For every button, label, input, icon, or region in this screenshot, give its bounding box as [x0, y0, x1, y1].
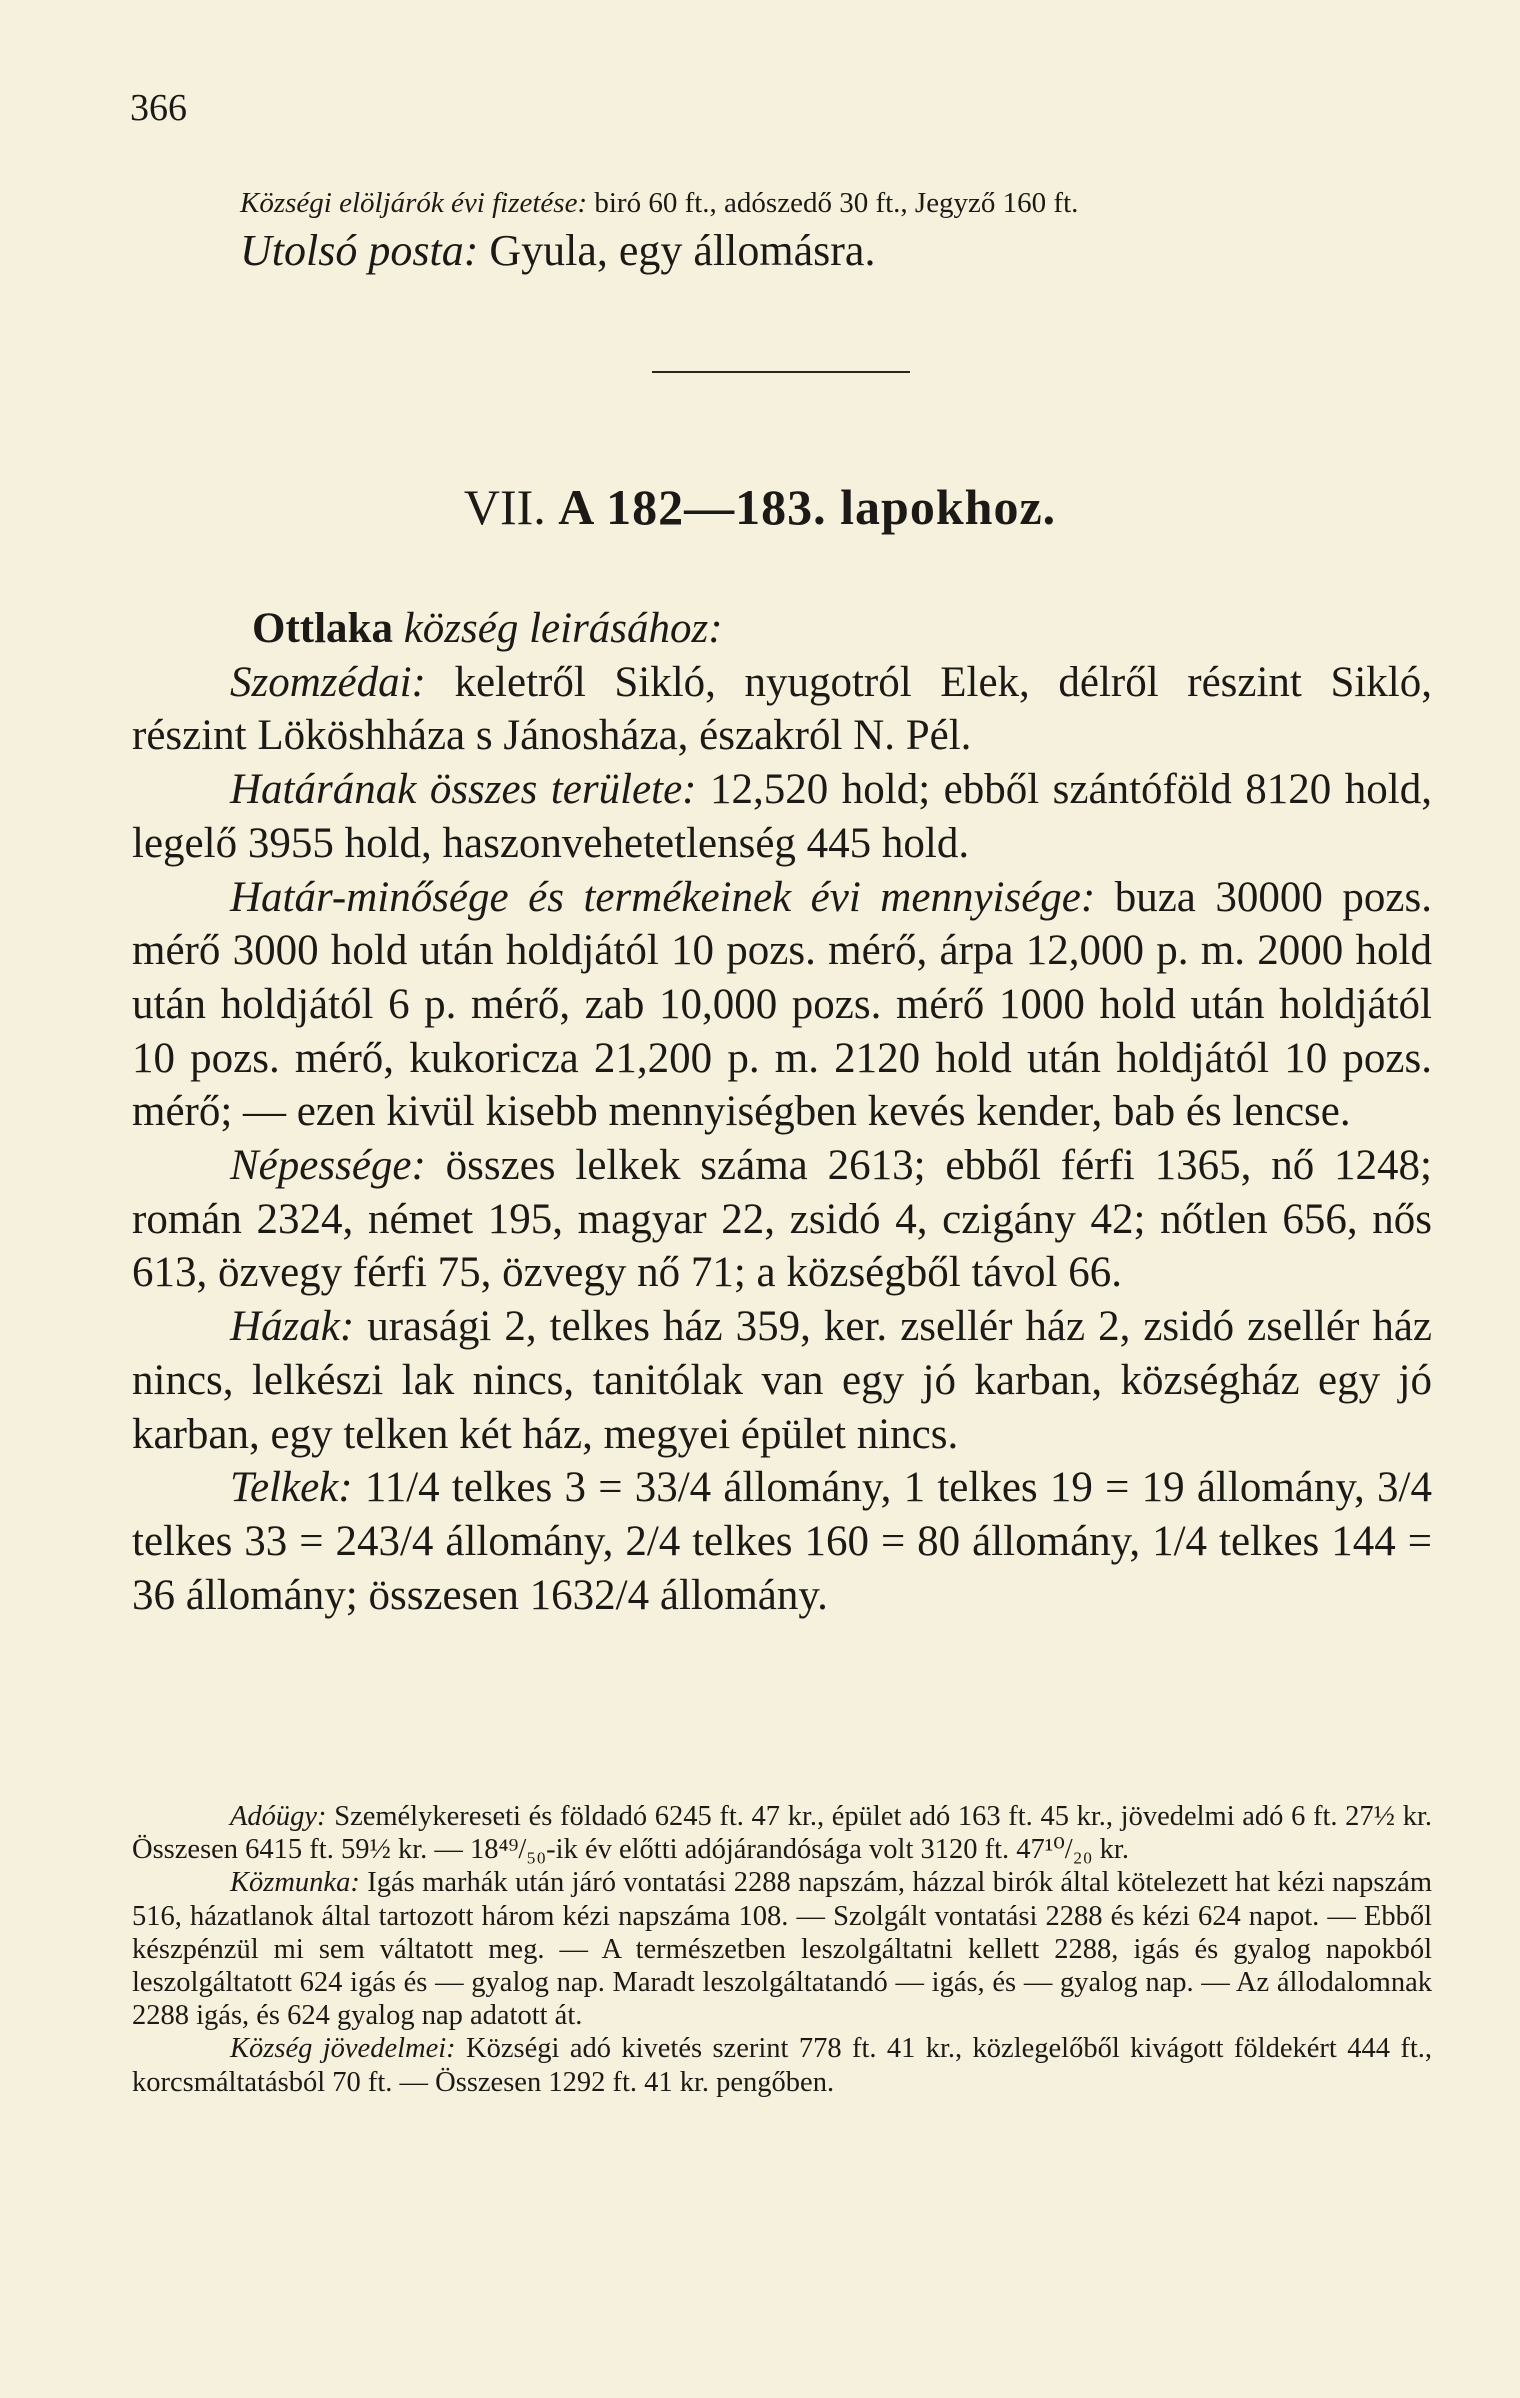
heading-roman: VII.: [463, 479, 546, 535]
plots-part: állomány.: [649, 1571, 828, 1619]
plots-part: telkes 160 = 80 állomány,: [680, 1517, 1153, 1565]
tax-label: Adóügy:: [230, 1801, 327, 1832]
area-text: 12,520 hold; ebből szántóföld 8120 hold, legelő 3955 hold, haszonvehetetlenség 445 hold.: [132, 766, 1432, 867]
neighbors-label: Szomzédai:: [230, 658, 426, 706]
plots-fraction: 3/4: [1377, 1464, 1432, 1512]
plots-fraction: 1/4: [384, 1464, 440, 1512]
area-paragraph: [132, 763, 1432, 870]
plots-fraction: 1/4: [1152, 1517, 1208, 1565]
section-heading: [0, 478, 1520, 536]
plots-part: 1: [352, 1464, 385, 1512]
quality-paragraph: [132, 871, 1432, 1140]
houses-text: urasági 2, telkes ház 359, ker. zsellér ház 2, zsidó zsellér ház nincs, lelkészi lak nincs, tanitólak van egy jó karban, községház egy jó karban, egy telken két ház, megyei épület nincs.: [132, 1303, 1432, 1458]
income-label: Község jövedelmei:: [230, 2033, 456, 2065]
labor-paragraph: [132, 1866, 1432, 2032]
plots-label: Telkek:: [230, 1464, 353, 1512]
post-line: [240, 224, 1440, 278]
neighbors-paragraph: [132, 656, 1432, 763]
salary-line: [240, 186, 1440, 220]
village-heading: [132, 602, 1432, 656]
income-paragraph: [132, 2032, 1432, 2098]
quality-label: Határ-minősége és termékeinek évi mennyisége:: [230, 873, 1096, 921]
post-text: Gyula, egy állomásra.: [478, 226, 876, 275]
post-label: Utolsó posta:: [240, 226, 479, 275]
plots-fraction: 3/4: [378, 1517, 434, 1565]
page-number: 366: [130, 87, 187, 129]
income-text: Községi adó kivetés szerint 778 ft. 41 kr., közlegelőből kivágott földekért 444 ft., korcsmáltatásból 70 ft. — Összesen 1292 ft. 41 kr. pengőben.: [132, 2033, 1432, 2098]
plots-fraction: 3/4: [656, 1464, 712, 1512]
heading-main: A 182—183. lapokhoz.: [558, 479, 1057, 535]
divider-rule: [652, 371, 910, 373]
population-paragraph: [132, 1139, 1432, 1300]
houses-label: Házak:: [230, 1303, 355, 1351]
plots-fraction: 2/4: [625, 1517, 681, 1565]
plots-part: telkes 3 = 3: [439, 1464, 657, 1512]
neighbors-text: keletről Sikló, nyugotról Elek, délről részint Sikló, részint Lököshháza s Jánosháza, északról N. Pél.: [132, 658, 1432, 760]
salary-label: Községi elöljárók évi fizetése:: [240, 187, 588, 219]
plots-part: állomány,: [433, 1517, 626, 1565]
houses-paragraph: [132, 1300, 1432, 1461]
tax-text: Személykereseti és földadó 6245 ft. 47 kr., épület adó 163 ft. 45 kr., jövedelmi adó 6 ft. 27½ kr. Összesen 6415 ft. 59½ kr. — 18⁴⁹/₅₀-ik év előtti adójárandósága volt 3120 ft. 47¹⁰/₂₀ kr.: [132, 1801, 1432, 1866]
footnote-text: [132, 1800, 1432, 2099]
village-rest: község leirásához:: [392, 605, 723, 652]
salary-text: biró 60 ft., adószedő 30 ft., Jegyző 160 ft.: [587, 187, 1079, 219]
plots-paragraph: [132, 1461, 1432, 1622]
plots-part: telkes 33 = 24: [132, 1517, 379, 1565]
quality-text: buza 30000 pozs. mérő 3000 hold után holdjától 10 pozs. mérő, árpa 12,000 p. m. 2000 hold után holdjától 6 p. mérő, zab 10,000 pozs. mérő 1000 hold után holdjától 10 pozs. mérő, kukoricza 21,200 p. m. 2120 hold után holdjától 10 pozs. mérő; — ezen kivül kisebb mennyiségben kevés kender, bab és lencse.: [132, 873, 1432, 1136]
village-name: Ottlaka: [252, 605, 393, 652]
plots-part: állomány, 1 telkes 19 = 19 állomány,: [711, 1464, 1378, 1512]
labor-label: Közmunka:: [230, 1867, 360, 1899]
population-label: Népessége:: [230, 1142, 426, 1190]
plots-part: telkes 144 = 36 állomány; összesen 163: [132, 1517, 1432, 1619]
labor-text: Igás marhák után járó vontatási 2288 napszám, házzal birók által kötelezett hat kézi napszám 516, házatlanok által tartozott három kézi napszáma 108. — Szolgált vontatási 2288 és kézi 624 napot. — Ebből készpénzül mi sem váltatott meg. — A természetben leszolgáltatni kellett 2288, igás és gyalog napokból leszolgáltatott 624 igás és — gyalog nap. Maradt leszolgáltatandó — igás, és — gyalog nap. — Az állodalomnak 2288 igás, és 624 gyalog nap adatott át.: [132, 1867, 1432, 2032]
main-text: [132, 602, 1432, 1622]
plots-fraction: 2/4: [594, 1571, 650, 1619]
tax-paragraph: [132, 1800, 1432, 1866]
population-text: összes lelkek száma 2613; ebből férfi 1365, nő 1248; román 2324, német 195, magyar 22, zsidó 4, czigány 42; nőtlen 656, nős 613, özvegy férfi 75, özvegy nő 71; a községből távol 66.: [132, 1142, 1432, 1297]
area-label: Határának összes területe:: [230, 766, 697, 814]
